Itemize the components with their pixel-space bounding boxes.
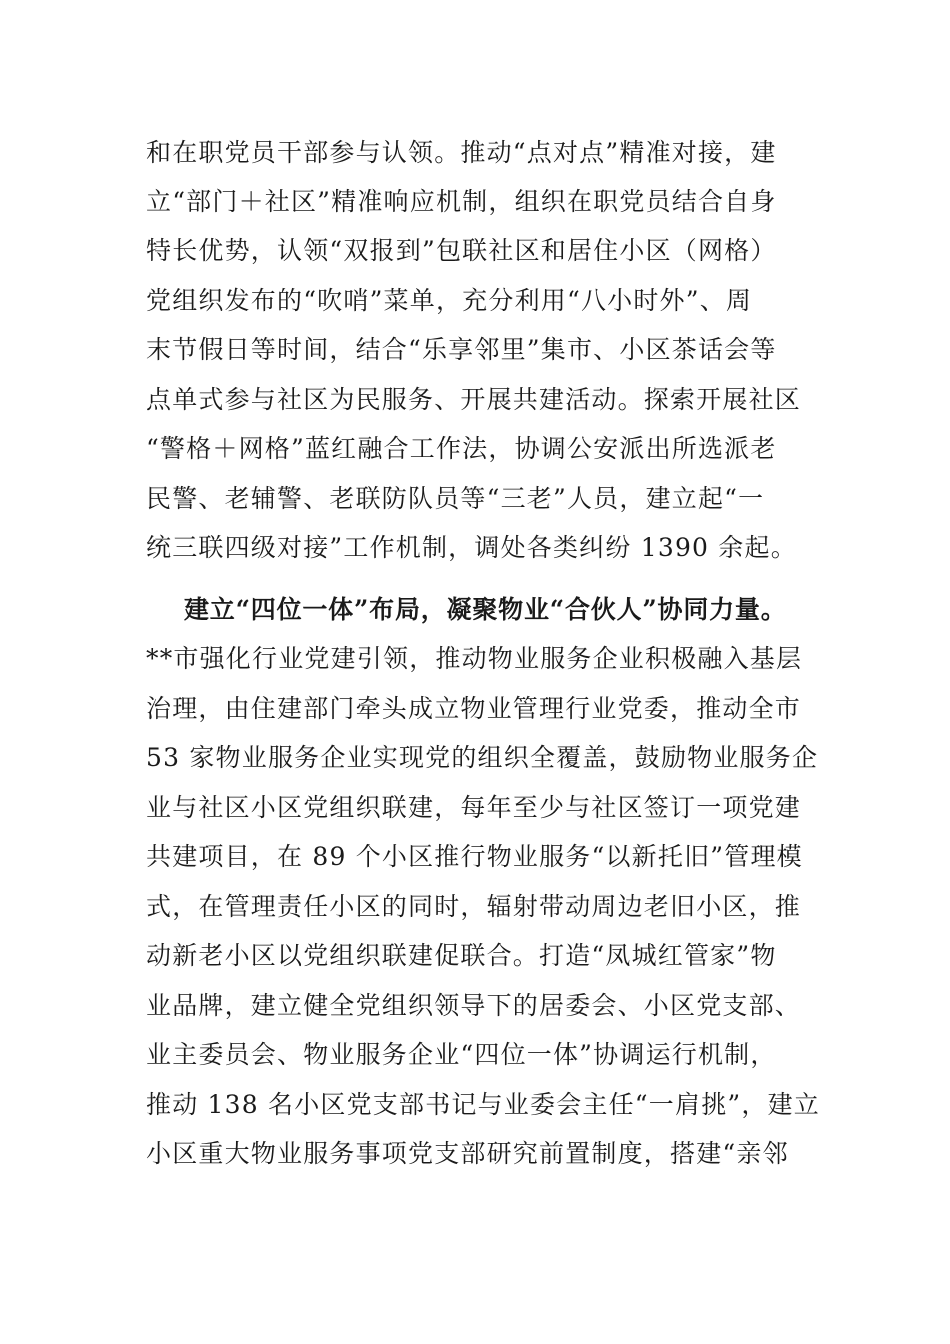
body-text-line: 民警、老辅警、老联防队员等“三老”人员，建立起“一 [146,484,765,513]
body-text-line: “警格＋网格”蓝红融合工作法，协调公安派出所选派老 [146,434,777,463]
body-text-line: 统三联四级对接”工作机制，调处各类纠纷 1390 余起。 [146,533,797,562]
body-text-line: 业主委员会、物业服务企业“四位一体”协调运行机制， [146,1040,777,1069]
body-text-line: 业品牌，建立健全党组织领导下的居委会、小区党支部、 [146,991,802,1020]
body-text-line: **市强化行业党建引领，推动物业服务企业积极融入基层 [146,644,803,673]
body-text-line: 动新老小区以党组织联建促联合。打造“凤城红管家”物 [146,941,777,970]
body-text-line: 式，在管理责任小区的同时，辐射带动周边老旧小区，推 [146,892,802,921]
body-text-line: 立“部门＋社区”精准响应机制，组织在职党员结合自身 [146,187,777,216]
body-text-line: 共建项目，在 89 个小区推行物业服务“以新托旧”管理模 [146,842,803,871]
body-text-line: 53 家物业服务企业实现党的组织全覆盖，鼓励物业服务企 [146,743,819,772]
body-text-line: 末节假日等时间，结合“乐享邻里”集市、小区茶话会等 [146,335,777,364]
body-text-line: 党组织发布的“吹哨”菜单，充分利用“八小时外”、周 [146,286,753,315]
body-text-line: 业与社区小区党组织联建，每年至少与社区签订一项党建 [146,793,802,822]
body-text-line: 点单式参与社区为民服务、开展共建活动。探索开展社区 [146,385,802,414]
body-text-line: 小区重大物业服务事项党支部研究前置制度，搭建“亲邻 [146,1139,789,1168]
body-text-line: 和在职党员干部参与认领。推动“点对点”精准对接，建 [146,138,777,167]
body-text-line: 治理，由住建部门牵头成立物业管理行业党委，推动全市 [146,694,802,723]
section-heading: 建立“四位一体”布局，凝聚物业“合伙人”协同力量。 [184,595,787,624]
body-text-line: 特长优势，认领“双报到”包联社区和居住小区（网格） [146,236,777,265]
body-text-line: 推动 138 名小区党支部书记与业委会主任“一肩挑”，建立 [146,1090,820,1119]
